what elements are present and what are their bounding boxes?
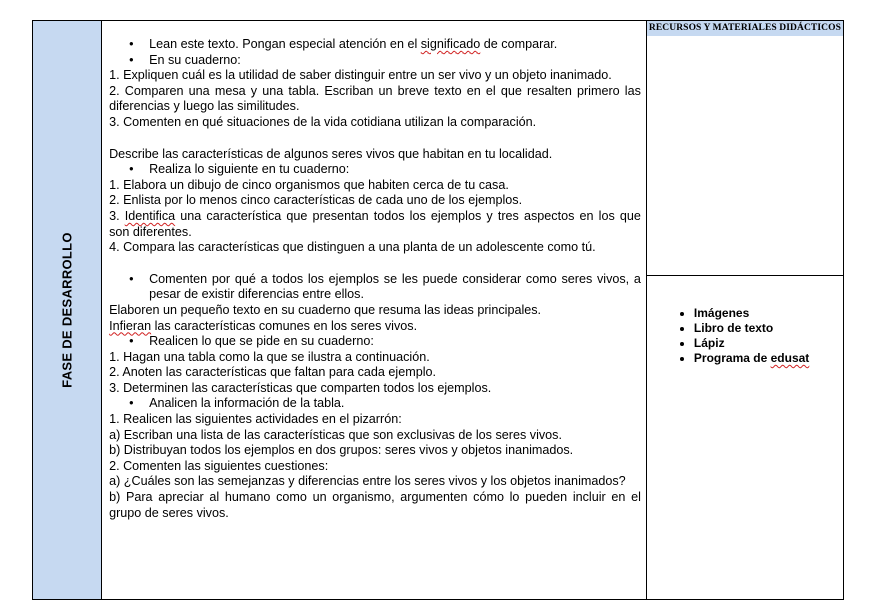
list-item: • Lean este texto. Pongan especial atención en el significado de comparar. <box>109 37 641 53</box>
paragraph: Infieran las características comunes en los seres vivos. <box>109 318 418 333</box>
resources-header-cell <box>647 21 843 276</box>
paragraph: a) Escriban una lista de las características que son exclusivas de los seres vivos. <box>109 427 562 442</box>
paragraph: 1. Expliquen cuál es la utilidad de saber distinguir entre un ser vivo y un objeto inanimado. <box>109 68 612 83</box>
paragraph: 3. Identifica una característica que presentan todos los ejemplos y tres aspectos en los que son diferentes. <box>109 208 641 239</box>
paragraph: 4. Compara las características que distinguen a una planta de un adolescente como tú. <box>109 240 596 255</box>
phase-label: FASE DE DESARROLLO <box>59 232 75 388</box>
paragraph: 2. Enlista por lo menos cinco características de cada uno de los ejemplos. <box>109 193 523 208</box>
paragraph: 2. Comparen una mesa y una tabla. Escriban un breve texto en el que resalten primero las diferencias y luego las similitudes. <box>109 83 641 114</box>
paragraph: Describe las características de algunos seres vivos que habitan en tu localidad. <box>109 146 553 161</box>
list-item: • Realicen lo que se pide en su cuaderno: <box>109 334 641 350</box>
paragraph: 3. Determinen las características que comparten todos los ejemplos. <box>109 380 492 395</box>
lesson-table <box>32 20 844 600</box>
activities-column <box>102 21 647 599</box>
paragraph: 3. Comenten en qué situaciones de la vida cotidiana utilizan la comparación. <box>109 114 537 129</box>
resource-item: • Lápiz <box>694 336 843 351</box>
resource-item: • Imágenes <box>694 306 843 321</box>
paragraph: 2. Comenten las siguientes cuestiones: <box>109 458 329 473</box>
phase-column <box>33 21 102 599</box>
paragraph: b) Distribuyan todos los ejemplos en dos grupos: seres vivos y objetos inanimados. <box>109 443 574 458</box>
resource-item: • Libro de texto <box>694 321 843 336</box>
paragraph: b) Para apreciar al humano como un organismo, argumenten cómo lo pueden incluir en el grupo de seres vivos. <box>109 490 641 520</box>
list-item: • Realiza lo siguiente en tu cuaderno: <box>109 162 641 178</box>
list-item: • En su cuaderno: <box>109 53 641 69</box>
paragraph: 1. Hagan una tabla como la que se ilustra a continuación. <box>109 349 430 364</box>
resources-list <box>647 306 843 366</box>
resources-column <box>647 21 843 599</box>
paragraph: 1. Realicen las siguientes actividades en el pizarrón: <box>109 412 402 427</box>
paragraph: 2. Anoten las características que faltan para cada ejemplo. <box>109 365 437 380</box>
paragraph: Elaboren un pequeño texto en su cuaderno que resuma las ideas principales. <box>109 302 542 317</box>
list-item: • Comenten por qué a todos los ejemplos se les puede considerar como seres vivos, a pesar de existir diferencias entre ellos. <box>109 272 641 303</box>
paragraph: a) ¿Cuáles son las semejanzas y diferencias entre los seres vivos y los objetos inanimados? <box>109 474 626 489</box>
paragraph: 1. Elabora un dibujo de cinco organismos que habiten cerca de tu casa. <box>109 177 509 192</box>
resource-item: • Programa de edusat <box>694 351 843 366</box>
resources-title: RECURSOS Y MATERIALES DIDÁCTICOS <box>647 21 843 36</box>
list-item: • Analicen la información de la tabla. <box>109 396 641 412</box>
resources-list-cell <box>647 276 843 366</box>
